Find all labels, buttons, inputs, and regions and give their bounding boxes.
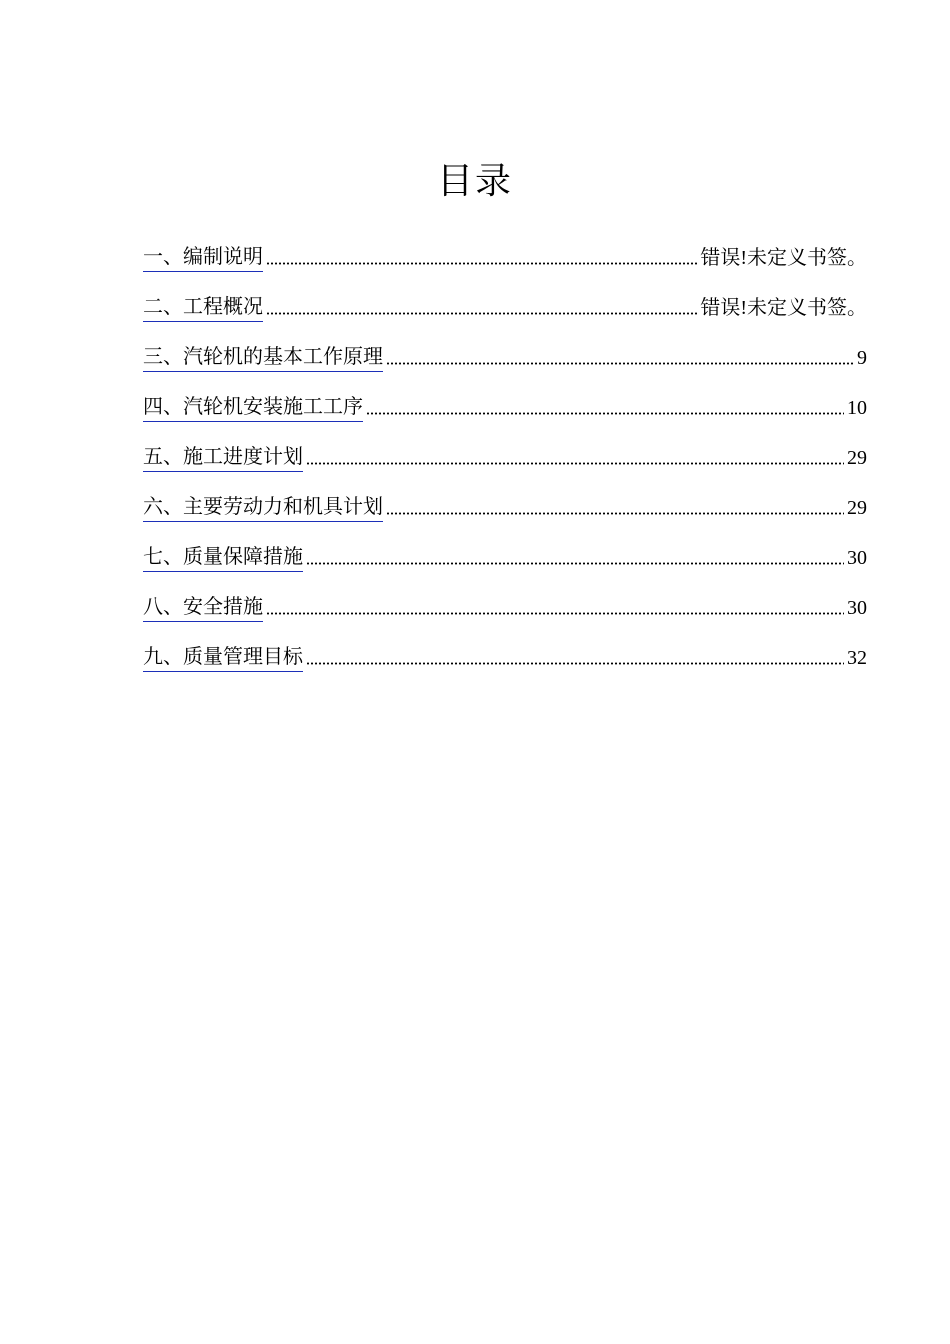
toc-link-3[interactable]: 三、汽轮机的基本工作原理	[143, 342, 383, 372]
toc-link-8[interactable]: 八、安全措施	[143, 592, 263, 622]
table-of-contents	[143, 222, 867, 672]
toc-entry-2	[143, 272, 867, 322]
page-number: 错误!未定义书签。	[700, 247, 867, 269]
dot-leader	[266, 612, 844, 615]
toc-entry-4	[143, 372, 867, 422]
toc-entry-6	[143, 472, 867, 522]
toc-link-9[interactable]: 九、质量管理目标	[143, 642, 303, 672]
dot-leader	[386, 362, 854, 365]
dot-leader	[266, 262, 697, 265]
dot-leader	[266, 312, 697, 315]
toc-entry-3	[143, 322, 867, 372]
toc-link-4[interactable]: 四、汽轮机安装施工工序	[143, 392, 363, 422]
toc-entry-1	[143, 222, 867, 272]
toc-link-1[interactable]: 一、编制说明	[143, 242, 263, 272]
toc-link-6[interactable]: 六、主要劳动力和机具计划	[143, 492, 383, 522]
dot-leader	[306, 562, 844, 565]
toc-entry-8	[143, 572, 867, 622]
page-number: 29	[847, 497, 867, 519]
page-title: 目录	[436, 161, 513, 202]
dot-leader	[386, 512, 844, 515]
page-number: 30	[847, 547, 867, 569]
page-number: 30	[847, 597, 867, 619]
toc-link-2[interactable]: 二、工程概况	[143, 292, 263, 322]
dot-leader	[366, 412, 844, 415]
page-number: 32	[847, 647, 867, 669]
dot-leader	[306, 662, 844, 665]
toc-link-5[interactable]: 五、施工进度计划	[143, 442, 303, 472]
page-number: 29	[847, 447, 867, 469]
page-number: 10	[847, 397, 867, 419]
toc-link-7[interactable]: 七、质量保障措施	[143, 542, 303, 572]
page-number: 错误!未定义书签。	[700, 297, 867, 319]
toc-entry-9	[143, 622, 867, 672]
page-number: 9	[857, 347, 867, 369]
toc-entry-7	[143, 522, 867, 572]
dot-leader	[306, 462, 844, 465]
toc-entry-5	[143, 422, 867, 472]
